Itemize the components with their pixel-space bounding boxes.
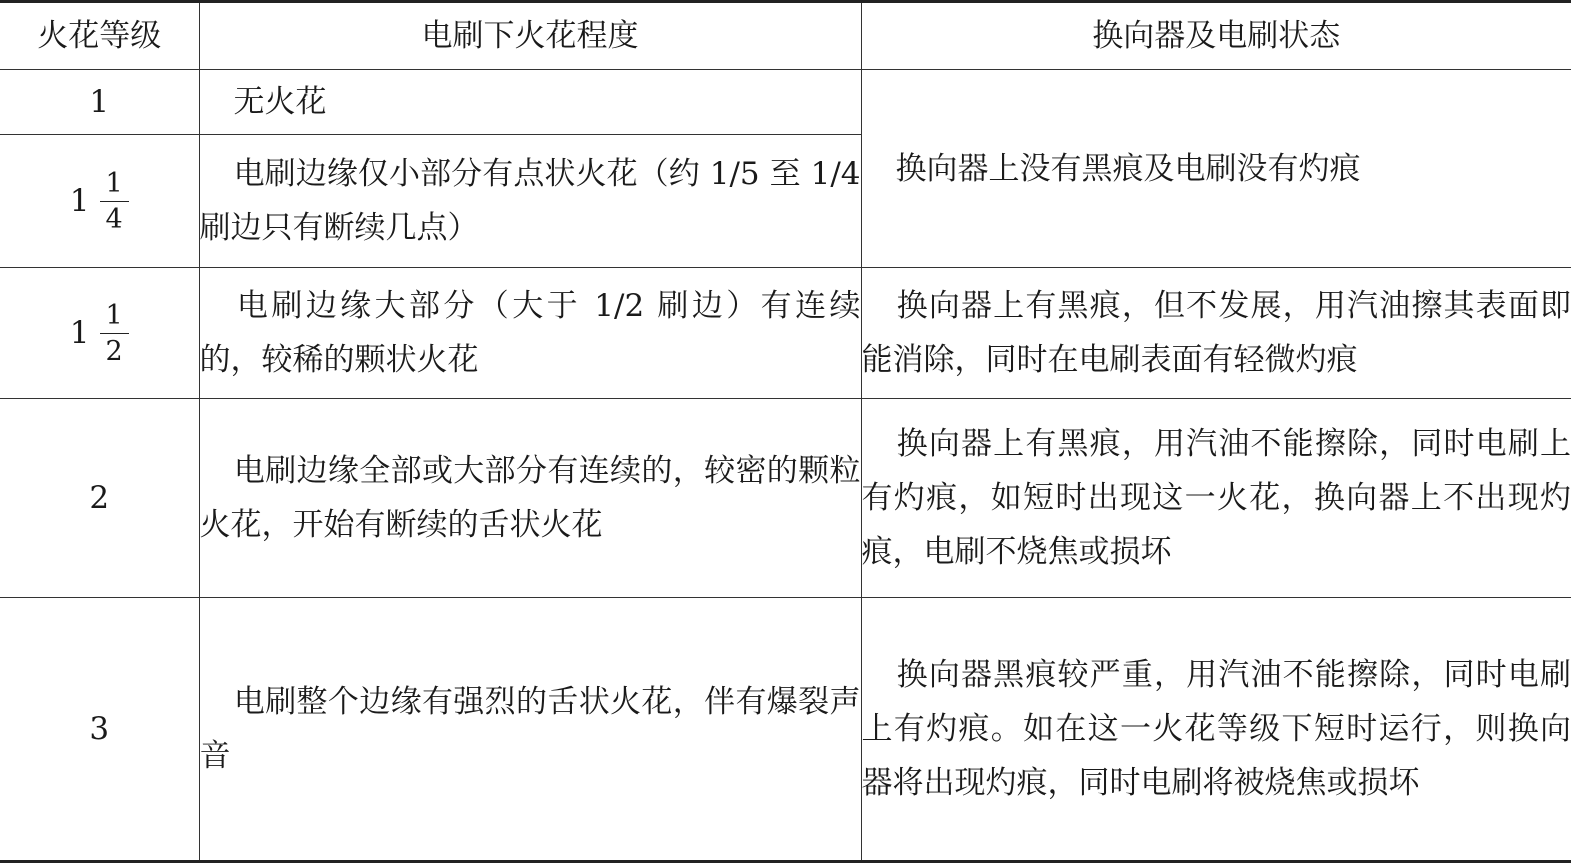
table-header-row	[0, 2, 1571, 70]
grade-whole: 1	[69, 314, 90, 351]
fraction-denominator: 2	[105, 335, 123, 367]
commutator-state-cell	[861, 598, 1571, 862]
table-row	[0, 70, 1571, 135]
header-spark-degree: 电刷下火花程度	[199, 2, 861, 70]
header-spark-grade: 火花等级	[0, 2, 199, 70]
table-row	[0, 399, 1571, 598]
grade-fraction	[100, 167, 129, 235]
spark-degree-text: 电刷边缘全部或大部分有连续的，较密的颗粒火花，开始有断续的舌状火花	[199, 453, 861, 543]
spark-degree-text: 电刷边缘仅小部分有点状火花（约 1/5 至 1/4 刷边只有断续几点）	[199, 156, 861, 246]
grade-cell	[0, 135, 199, 268]
spark-degree-text: 电刷整个边缘有强烈的舌状火花，伴有爆裂声音	[199, 684, 861, 774]
mixed-number	[69, 167, 129, 235]
fraction-numerator: 1	[100, 302, 129, 334]
grade-whole: 1	[69, 182, 90, 219]
grade-cell: 1	[0, 70, 199, 135]
commutator-state-text: 换向器黑痕较严重，用汽油不能擦除，同时电刷上有灼痕。如在这一火花等级下短时运行，则换向器将出现灼痕，同时电刷将被烧焦或损坏	[861, 657, 1571, 801]
table-row	[0, 268, 1571, 399]
fraction-numerator: 1	[100, 170, 129, 202]
spark-degree-cell	[199, 268, 861, 399]
commutator-state-text: 换向器上有黑痕，但不发展，用汽油擦其表面即能消除，同时在电刷表面有轻微灼痕	[861, 288, 1571, 378]
spark-degree-cell	[199, 399, 861, 598]
header-commutator-brush-state: 换向器及电刷状态	[861, 2, 1571, 70]
fraction-denominator: 4	[105, 203, 123, 235]
commutator-state-text: 换向器上有黑痕，用汽油不能擦除，同时电刷上有灼痕，如短时出现这一火花，换向器上不出现灼痕，电刷不烧焦或损坏	[861, 426, 1571, 570]
spark-degree-cell	[199, 70, 861, 135]
commutator-state-cell	[861, 70, 1571, 268]
commutator-state-cell	[861, 268, 1571, 399]
mixed-number	[69, 299, 129, 367]
table-row	[0, 598, 1571, 862]
spark-degree-cell	[199, 598, 861, 862]
spark-degree-text: 电刷边缘大部分（大于 1/2 刷边）有连续的，较稀的颗状火花	[199, 288, 861, 378]
spark-degree-text: 无火花	[233, 84, 327, 120]
grade-cell: 2	[0, 399, 199, 598]
commutator-state-cell	[861, 399, 1571, 598]
grade-fraction	[100, 299, 129, 367]
grade-cell	[0, 268, 199, 399]
commutator-state-text: 换向器上没有黑痕及电刷没有灼痕	[895, 150, 1361, 187]
spark-degree-cell	[199, 135, 861, 268]
grade-cell: 3	[0, 598, 199, 862]
